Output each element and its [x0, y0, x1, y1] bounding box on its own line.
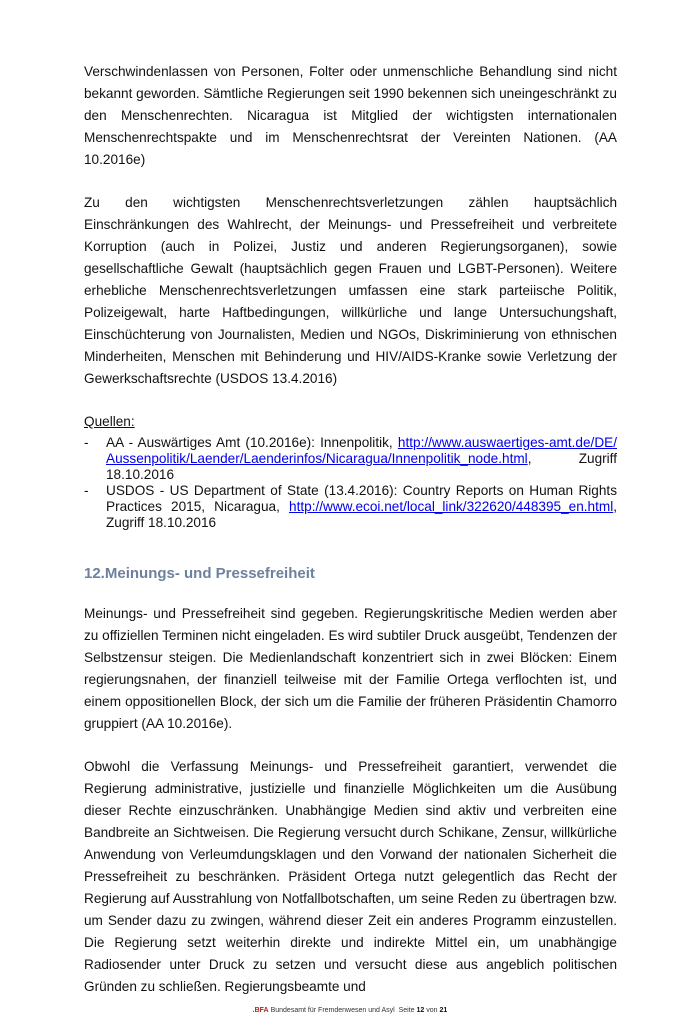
source-access-date: , Zugriff 18.10.2016 — [106, 451, 617, 482]
footer-page-total: 21 — [439, 1007, 448, 1014]
sources-list — [84, 435, 617, 531]
source-link[interactable]: http://www.ecoi.net/local_link/322620/448395_en.html — [289, 499, 614, 514]
footer-page-label: Seite — [398, 1007, 415, 1014]
list-dash: - — [84, 435, 89, 450]
sources-label: Quellen: — [84, 414, 135, 429]
source-text: USDOS - US Department of State (13.4.2016): Country Reports on Human Rights Practices 2015, Nicaragua, — [106, 483, 617, 514]
source-text: AA - Auswärtiges Amt (10.2016e): Innenpolitik, — [106, 435, 398, 450]
section-heading — [84, 563, 617, 585]
paragraph: Obwohl die Verfassung Meinungs- und Pressefreiheit garantiert, verwendet die Regierung administrative, justizielle und finanzielle Möglichkeiten um die Ausübung dieser Rechte einzuschränken. Unabhängige Medien sind aktiv und verbreiten eine Bandbreite an Sichtweisen. Die Regierung versucht durch Schikane, Zensur, willkürliche Anwendung von Verleumdungsklagen und den Vorwand der nationalen Sicherheit die Pressefreiheit zu beschränken. Präsident Ortega nutzt gelegentlich das Recht der Regierung auf Ausstrahlung von Notfallbotschaften, um seine Reden zu übertragen bzw. um Sender dazu zu zwingen, während dieser Zeit ein anderes Programm einzustellen. Die Regierung setzt weiterhin direkte und indirekte Mittel ein, um unabhängige Radiosender unter Druck zu setzen und versucht diese aus angeblich politischen Gründen zu schließen. Regierungsbeamte und — [84, 759, 617, 994]
paragraph: Verschwindenlassen von Personen, Folter oder unmenschliche Behandlung sind nicht bekannt geworden. Sämtliche Regierungen seit 1990 bekennen sich uneingeschränkt zu den Menschenrechten. Nicaragua ist Mitglied der wichtigsten internationalen Menschenrechtspakte und im Menschenrechtsrat der Vereinten Nationen. (AA 10.2016e) — [84, 64, 617, 167]
paragraph: Meinungs- und Pressefreiheit sind gegeben. Regierungskritische Medien werden aber zu offiziellen Terminen nicht eingeladen. Es wird subtiler Druck ausgeübt, Tendenzen der Selbstzensur steigen. Die Medienlandschaft konzentriert sich in zwei Blöcken: Einem regierungsnahen, der finanziell teilweise mit der Familie Ortega verflochten ist, und einem oppositionellen Block, der sich um die Familie der früheren Präsidentin Chamorro gruppiert (AA 10.2016e). — [84, 606, 617, 731]
list-dash: - — [84, 483, 89, 498]
document-page — [84, 0, 617, 998]
page-footer — [0, 1006, 700, 1016]
section-title: Meinungs- und Pressefreiheit — [104, 565, 315, 582]
footer-of-label: von — [426, 1007, 438, 1014]
source-item — [84, 483, 617, 531]
section-number: 12. — [84, 565, 105, 582]
bfa-logo: .BFA — [252, 1007, 269, 1014]
source-link[interactable]: http://www.auswaertiges-amt.de/DE/Aussenpolitik/Laender/Laenderinfos/Nicaragua/Innenpolitik_node.html — [106, 435, 617, 466]
footer-org: Bundesamt für Fremdenwesen und Asyl — [270, 1007, 395, 1014]
source-access-date: , Zugriff 18.10.2016 — [106, 499, 617, 530]
source-item — [84, 435, 617, 483]
paragraph: Zu den wichtigsten Menschenrechtsverletzungen zählen hauptsächlich Einschränkungen des Wahlrecht, der Meinungs- und Pressefreiheit und verbreitete Korruption (auch in Polizei, Justiz und anderen Regierungsorganen), sowie gesellschaftliche Gewalt (hauptsächlich gegen Frauen und LGBT-Personen). Weitere erhebliche Menschenrechtsverletzungen umfassen eine stark parteiische Politik, Polizeigewalt, harte Haftbedingungen, willkürliche und lange Untersuchungshaft, Einschüchterung von Journalisten, Medien und NGOs, Diskriminierung von ethnischen Minderheiten, Menschen mit Behinderung und HIV/AIDS-Kranke sowie Verletzung der Gewerkschaftsrechte (USDOS 13.4.2016) — [84, 195, 617, 386]
footer-page-number: 12 — [416, 1007, 425, 1014]
